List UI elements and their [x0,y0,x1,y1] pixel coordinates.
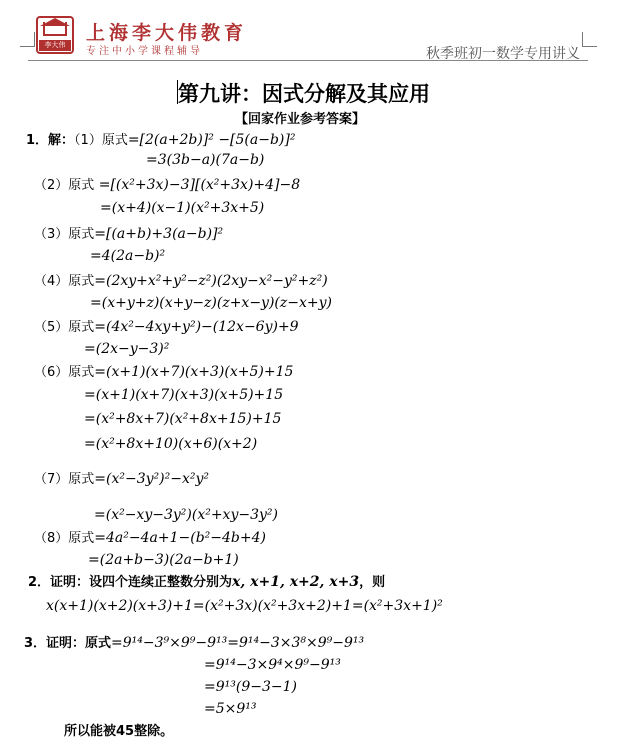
q1-part5-eq1: =(4x²−4xy+y²)−(12x−6y)+9 [94,319,299,335]
brand-slogan: 专注中小学课程辅导 [86,46,203,57]
q1-part4-line1 [34,272,328,291]
q1-part7-label: （7）原式 [34,472,95,487]
header-divider [28,60,588,61]
page-corner-mark-left [20,32,35,47]
q1-part6-eq1: =(x+1)(x+7)(x+3)(x+5)+15 [94,364,294,380]
q1-part5-line1 [34,318,299,337]
q1-part1-line2 [146,151,264,169]
page-subtitle: 【回家作业参考答案】 [235,112,366,127]
q3-conclusion: 所以能被45整除。 [64,724,174,739]
q1-part3-eq2: =4(2a−b)² [90,248,166,264]
q1-part8-line2 [88,551,239,569]
q1-part4-line2 [90,294,332,312]
q1-part6-line1 [34,363,293,382]
q1-part7-eq1: =(x²−3y²)²−x²y² [94,471,209,487]
q1-part6-label: （6）原式 [34,365,95,380]
q1-part7-line1 [34,470,209,489]
q1-part2-line1 [34,176,300,195]
q1-number: 1．解： [26,133,75,148]
q1-part1-label: （1）原式 [74,133,128,148]
q1-part4-eq1: =(2xy+x²+y²−z²)(2xy−x²−y²+z²) [94,273,328,289]
q1-part4-label: （4）原式 [34,274,95,289]
q3-line-2 [204,656,341,674]
q1-part8-line1 [34,529,266,548]
q1-line-1 [26,131,295,150]
q1-part1-eq1: =[2(a+2b)]² −[5(a−b)]² [127,132,296,148]
q1-part6-eq2: =(x+1)(x+7)(x+3)(x+5)+15 [84,387,284,403]
q1-part8-label: （8）原式 [34,531,95,546]
q2-line-2 [46,597,443,615]
q3-line-1 [24,634,364,653]
page-title: 第九讲：因式分解及其应用 [178,82,430,106]
q1-part5-label: （5）原式 [34,320,95,335]
q3-line-4 [204,700,257,718]
course-name: 秋季班初一数学专用讲义 [426,46,580,62]
logo-house-shape [43,22,67,36]
q1-part6-line2 [84,386,283,404]
brand-name: 上海李大伟教育 [86,22,248,44]
q1-part4-eq2: =(x+y+z)(x+y−z)(z+x−y)(z−x+y) [90,295,332,311]
page-corner-mark-right [582,32,597,47]
q1-part6-line4 [84,435,257,453]
q1-part2-eq1: =[(x²+3x)−3][(x²+3x)+4]−8 [94,177,301,193]
q2-vars: x, x+1, x+2, x+3 [232,574,360,590]
q3-eq4: =5×9¹³ [204,701,257,717]
q1-part2-label: （2）原式 [34,178,95,193]
logo-badge-text: 李大伟 [39,40,71,51]
q1-part3-eq1: =[(a+b)+3(a−b)]² [94,226,224,242]
q3-eq2: =9¹⁴−3×9⁴×9⁹−9¹³ [204,657,341,673]
q3-eq1: =9¹⁴−3⁹×9⁹−9¹³=9¹⁴−3×3⁸×9⁹−9¹³ [111,635,365,651]
q3-eq3: =9¹³(9−3−1) [204,679,297,695]
q1-part3-line1 [34,225,223,244]
q1-part8-eq1: =4a²−4a+1−(b²−4b+4) [94,530,266,546]
q2-tail: ，则 [359,575,386,590]
q1-part8-eq2: =(2a+b−3)(2a−b+1) [88,552,239,568]
q1-part1-eq2: =3(3b−a)(7a−b) [146,152,265,168]
q1-part7-line2 [94,506,278,524]
q1-part6-eq4: =(x²+8x+10)(x+6)(x+2) [84,436,258,452]
q3-conclusion-line [64,722,173,741]
q2-intro: 2．证明：设四个连续正整数分别为 [28,575,233,590]
q1-part6-eq3: =(x²+8x+7)(x²+8x+15)+15 [84,411,282,427]
q2-equation: x(x+1)(x+2)(x+3)+1=(x²+3x)(x²+3x+2)+1=(x²+3x+1)² [46,598,443,614]
q1-part3-label: （3）原式 [34,227,95,242]
q3-line-3 [204,678,297,696]
q1-part5-eq2: =(2x−y−3)² [84,341,170,357]
q1-part2-eq2: =(x+4)(x−1)(x²+3x+5) [100,200,265,216]
q1-part7-eq2: =(x²−xy−3y²)(x²+xy−3y²) [94,507,278,523]
q1-part2-line2 [100,199,264,217]
q1-part5-line2 [84,340,169,358]
brand-logo-icon [36,16,74,54]
q2-line-1 [28,573,385,592]
q1-part6-line3 [84,410,281,428]
q3-label: 3．证明：原式 [24,636,112,651]
q1-part3-line2 [90,247,165,265]
